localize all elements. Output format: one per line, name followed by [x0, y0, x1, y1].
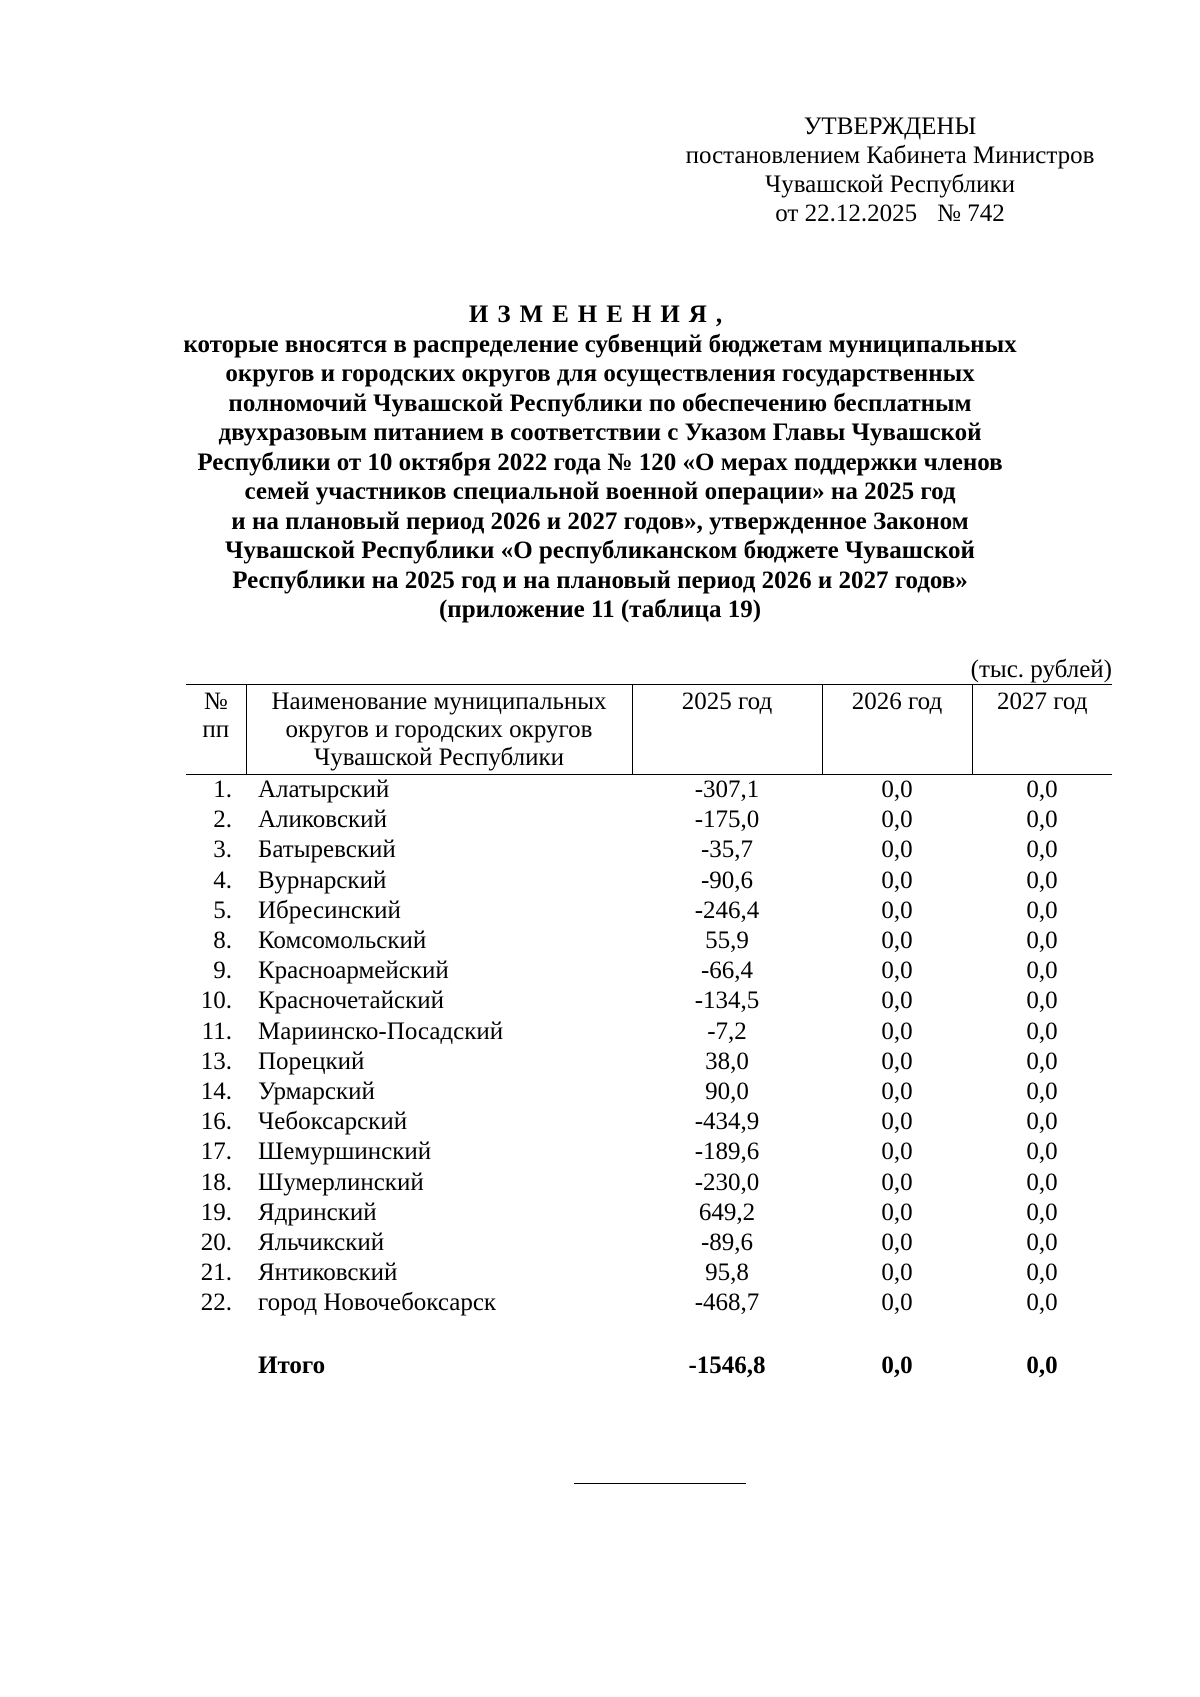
row-value-2027: 0,0	[1026, 776, 1058, 803]
document-title	[150, 300, 1050, 625]
row-number: 13.	[200, 1047, 232, 1075]
header-number-line: №	[203, 688, 228, 715]
total-number	[186, 1319, 246, 1381]
row-number: 22.	[200, 1289, 232, 1317]
row-number: 5.	[213, 896, 232, 924]
row-value-2025: 55,9	[705, 927, 749, 955]
total-value-2027: 0,0	[1026, 1351, 1058, 1379]
header-2027: 2027 год	[972, 685, 1112, 775]
row-name: Алатырский	[258, 776, 390, 803]
row-number: 18.	[200, 1168, 232, 1196]
row-value-2027: 0,0	[1026, 1138, 1058, 1166]
row-value-2026: 0,0	[881, 927, 913, 955]
row-value-2025: -175,0	[694, 806, 760, 834]
row-name: Мариинско-Посадский	[258, 1017, 504, 1045]
row-value-2025: -35,7	[700, 836, 754, 864]
approval-issuer: постановлением Кабинета Министров	[685, 142, 1095, 169]
row-value-2027: 0,0	[1026, 1047, 1058, 1075]
row-name: Батыревский	[258, 836, 396, 864]
row-value-2027: 0,0	[1026, 1289, 1058, 1317]
row-value-2025: -189,6	[694, 1138, 760, 1166]
row-name: Вурнарский	[258, 866, 387, 894]
row-value-2026: 0,0	[881, 806, 913, 834]
approval-number: № 742	[937, 200, 1005, 227]
row-name: Аликовский	[258, 806, 387, 834]
row-name: Порецкий	[258, 1047, 365, 1075]
table-row	[186, 1198, 1112, 1228]
row-value-2025: -134,5	[694, 987, 760, 1015]
row-number: 14.	[200, 1078, 232, 1106]
row-value-2025: -89,6	[700, 1229, 754, 1257]
row-name: Комсомольский	[258, 927, 427, 955]
approval-republic: Чувашской Республики	[764, 171, 1016, 198]
row-name: Шумерлинский	[258, 1168, 424, 1196]
row-value-2026: 0,0	[881, 1259, 913, 1287]
row-value-2026: 0,0	[881, 987, 913, 1015]
row-value-2027: 0,0	[1026, 1259, 1058, 1287]
header-name-line: округов и городских округов	[285, 716, 593, 743]
row-value-2026: 0,0	[881, 866, 913, 894]
row-number: 3.	[213, 836, 232, 864]
row-value-2027: 0,0	[1026, 1017, 1058, 1045]
row-value-2026: 0,0	[881, 957, 913, 985]
table-row	[186, 926, 1112, 956]
row-value-2026: 0,0	[881, 1047, 913, 1075]
row-value-2027: 0,0	[1026, 896, 1058, 924]
table-row	[186, 1168, 1112, 1198]
row-number: 16.	[200, 1108, 232, 1136]
header-number-line: пп	[202, 716, 230, 743]
row-number: 11.	[201, 1017, 232, 1045]
row-value-2025: -230,0	[694, 1168, 760, 1196]
title-line: округов и городских округов для осуществления государственных	[225, 360, 975, 387]
row-value-2026: 0,0	[881, 1168, 913, 1196]
row-value-2027: 0,0	[1026, 806, 1058, 834]
row-value-2026: 0,0	[881, 776, 913, 803]
row-name: Красноармейский	[258, 957, 449, 985]
row-value-2026: 0,0	[881, 1078, 913, 1106]
total-value-2025: -1546,8	[688, 1351, 766, 1379]
row-value-2025: -7,2	[707, 1017, 747, 1045]
row-value-2026: 0,0	[881, 1289, 913, 1317]
row-value-2027: 0,0	[1026, 1078, 1058, 1106]
row-name: Красночетайский	[258, 987, 444, 1015]
title-line: Республики на 2025 год и на плановый период 2026 и 2027 годов»	[232, 566, 968, 594]
row-value-2025: 90,0	[705, 1078, 749, 1106]
title-line: Чувашской Республики «О республиканском бюджете Чувашской	[225, 537, 975, 564]
end-divider	[574, 1483, 746, 1484]
row-number: 8.	[213, 927, 232, 955]
approval-title: УТВЕРЖДЕНЫ	[803, 113, 977, 140]
row-value-2026: 0,0	[881, 1198, 913, 1226]
title-line: которые вносятся в распределение субвенций бюджетам муниципальных	[183, 330, 1017, 358]
row-value-2027: 0,0	[1026, 1108, 1058, 1136]
row-number: 4.	[213, 866, 232, 894]
title-line: и на плановый период 2026 и 2027 годов», утвержденное Законом	[231, 507, 969, 535]
header-name-line: Чувашской Республики	[313, 744, 565, 771]
row-value-2026: 0,0	[881, 1017, 913, 1045]
table-row	[186, 1258, 1112, 1288]
row-name: Яльчикский	[258, 1229, 385, 1257]
row-value-2027: 0,0	[1026, 1198, 1058, 1226]
table-row	[186, 835, 1112, 865]
row-value-2026: 0,0	[881, 896, 913, 924]
row-value-2027: 0,0	[1026, 957, 1058, 985]
row-number: 1.	[213, 776, 232, 803]
table-row	[186, 986, 1112, 1016]
title-line: полномочий Чувашской Республики по обеспечению бесплатным	[228, 389, 972, 417]
table-row	[186, 896, 1112, 926]
row-number: 20.	[200, 1229, 232, 1257]
row-value-2027: 0,0	[1026, 866, 1058, 894]
row-name: город Новочебоксарск	[258, 1289, 497, 1317]
row-value-2026: 0,0	[881, 1229, 913, 1257]
row-value-2025: 649,2	[698, 1198, 756, 1226]
total-value-2026: 0,0	[881, 1351, 913, 1379]
table-row	[186, 1047, 1112, 1077]
title-heading: ИЗМЕНЕНИЯ,	[468, 301, 732, 328]
table-row	[186, 1137, 1112, 1167]
table-body	[186, 775, 1112, 1381]
row-number: 9.	[213, 957, 232, 985]
table-row	[186, 1228, 1112, 1258]
table-row	[186, 1107, 1112, 1137]
header-2026: 2026 год	[822, 685, 972, 775]
header-2025: 2025 год	[632, 685, 822, 775]
title-line: семей участников специальной военной операции» на 2025 год	[244, 478, 956, 505]
row-name: Ядринский	[258, 1198, 377, 1226]
approval-date: от 22.12.2025	[775, 200, 918, 227]
row-number: 17.	[200, 1138, 232, 1166]
row-name: Шемуршинский	[258, 1138, 432, 1166]
row-number: 19.	[200, 1198, 232, 1226]
header-number	[186, 685, 246, 775]
title-line: двухразовым питанием в соответствии с Указом Главы Чувашской	[218, 419, 982, 446]
title-line: (приложение 11 (таблица 19)	[438, 596, 762, 623]
row-value-2027: 0,0	[1026, 836, 1058, 864]
row-value-2025: -90,6	[700, 866, 754, 894]
title-line: Республики от 10 октября 2022 года № 120 «О мерах поддержки членов	[197, 448, 1003, 476]
row-number: 10.	[200, 987, 232, 1015]
table-row	[186, 866, 1112, 896]
units-label: (тыс. рублей)	[970, 656, 1112, 683]
table-row	[186, 956, 1112, 986]
row-name: Урмарский	[258, 1078, 375, 1106]
row-number: 2.	[213, 806, 232, 834]
row-value-2027: 0,0	[1026, 927, 1058, 955]
row-value-2025: -468,7	[694, 1289, 760, 1317]
header-name	[246, 685, 632, 775]
total-label: Итого	[258, 1351, 326, 1379]
row-name: Янтиковский	[258, 1259, 398, 1287]
row-value-2026: 0,0	[881, 1108, 913, 1136]
row-value-2025: 95,8	[705, 1259, 749, 1287]
row-value-2025: -246,4	[694, 896, 760, 924]
row-value-2025: -307,1	[694, 776, 760, 803]
approval-block	[660, 112, 1120, 228]
row-value-2025: 38,0	[705, 1047, 749, 1075]
table-header-row	[186, 685, 1112, 775]
row-value-2027: 0,0	[1026, 1168, 1058, 1196]
header-name-line: Наименование муниципальных	[271, 688, 607, 715]
row-value-2027: 0,0	[1026, 1229, 1058, 1257]
row-number: 21.	[200, 1259, 232, 1287]
total-row	[186, 1319, 1112, 1381]
subvention-table	[186, 684, 1112, 1381]
row-value-2027: 0,0	[1026, 987, 1058, 1015]
row-name: Чебоксарский	[258, 1108, 408, 1136]
row-value-2025: -434,9	[694, 1108, 760, 1136]
row-name: Ибресинский	[258, 896, 401, 924]
table-row	[186, 775, 1112, 806]
table-row	[186, 805, 1112, 835]
table-row	[186, 1288, 1112, 1318]
approval-date-line	[660, 199, 1120, 228]
row-value-2025: -66,4	[700, 957, 754, 985]
row-value-2026: 0,0	[881, 836, 913, 864]
table-row	[186, 1017, 1112, 1047]
row-value-2026: 0,0	[881, 1138, 913, 1166]
table-row	[186, 1077, 1112, 1107]
